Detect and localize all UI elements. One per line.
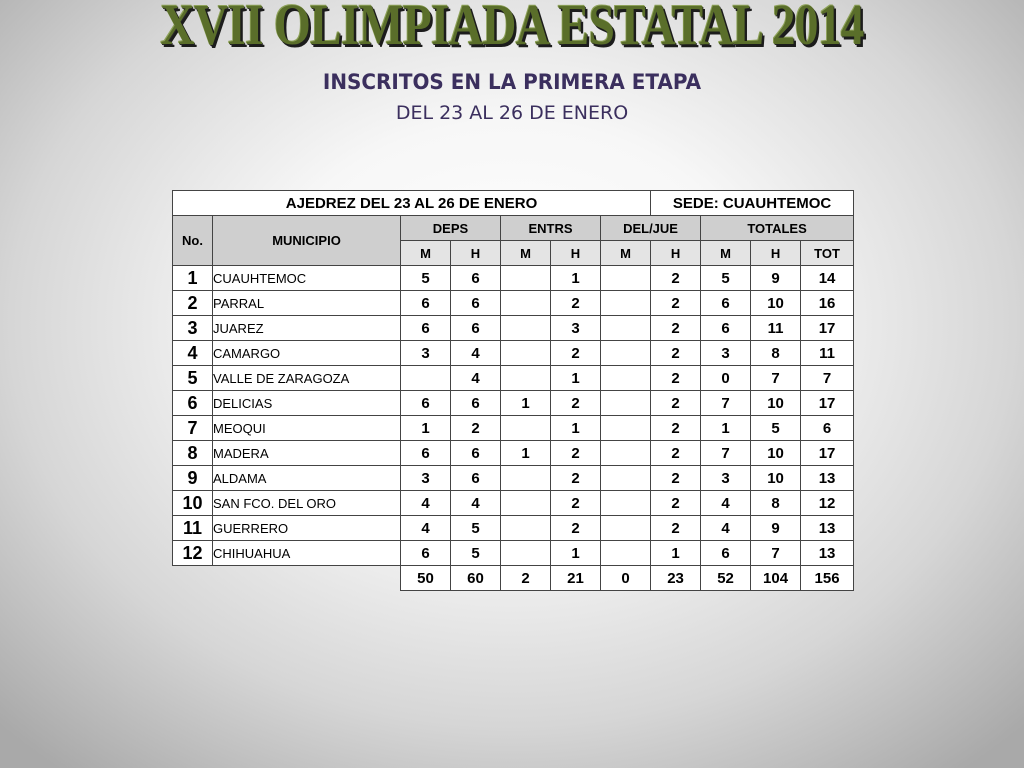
value-cell: 2 (551, 291, 601, 316)
group-entrs-header: ENTRS (501, 216, 601, 241)
value-cell: 9 (751, 516, 801, 541)
municipio-cell: JUAREZ (213, 316, 401, 341)
value-cell: 3 (401, 466, 451, 491)
row-number: 9 (173, 466, 213, 491)
value-cell: 6 (401, 391, 451, 416)
value-cell: 10 (751, 466, 801, 491)
value-cell: 13 (801, 466, 854, 491)
value-cell: 2 (551, 441, 601, 466)
row-number: 7 (173, 416, 213, 441)
subheader-cell: TOT (801, 241, 854, 266)
value-cell: 4 (451, 366, 501, 391)
total-cell: 50 (401, 566, 451, 591)
group-totales-header: TOTALES (701, 216, 854, 241)
row-number: 11 (173, 516, 213, 541)
value-cell: 2 (651, 291, 701, 316)
value-cell: 2 (551, 391, 601, 416)
total-cell: 52 (701, 566, 751, 591)
value-cell: 1 (701, 416, 751, 441)
value-cell: 6 (801, 416, 854, 441)
table-row (173, 366, 854, 391)
value-cell: 1 (651, 541, 701, 566)
value-cell: 17 (801, 316, 854, 341)
total-cell: 0 (601, 566, 651, 591)
subheader-cell: M (601, 241, 651, 266)
subheader-cell: M (401, 241, 451, 266)
value-cell: 2 (451, 416, 501, 441)
municipio-cell: CHIHUAHUA (213, 541, 401, 566)
value-cell: 6 (701, 291, 751, 316)
municipio-cell: GUERRERO (213, 516, 401, 541)
total-cell: 104 (751, 566, 801, 591)
value-cell: 6 (701, 541, 751, 566)
value-cell (601, 316, 651, 341)
value-cell: 4 (451, 341, 501, 366)
value-cell: 1 (551, 416, 601, 441)
value-cell: 16 (801, 291, 854, 316)
total-cell: 21 (551, 566, 601, 591)
table-row (173, 266, 854, 291)
table-row (173, 441, 854, 466)
total-cell: 60 (451, 566, 501, 591)
value-cell: 10 (751, 391, 801, 416)
municipio-cell: MADERA (213, 441, 401, 466)
value-cell (501, 341, 551, 366)
value-cell: 7 (751, 541, 801, 566)
value-cell: 7 (701, 391, 751, 416)
value-cell (601, 466, 651, 491)
value-cell: 6 (401, 441, 451, 466)
value-cell (601, 416, 651, 441)
subheader-cell: H (651, 241, 701, 266)
table-row (173, 541, 854, 566)
value-cell (501, 541, 551, 566)
row-number: 10 (173, 491, 213, 516)
value-cell: 7 (751, 366, 801, 391)
value-cell: 8 (751, 341, 801, 366)
value-cell: 13 (801, 541, 854, 566)
value-cell: 2 (651, 516, 701, 541)
group-deljue-header: DEL/JUE (601, 216, 701, 241)
value-cell (501, 366, 551, 391)
municipio-cell: MEOQUI (213, 416, 401, 441)
value-cell: 2 (651, 441, 701, 466)
value-cell: 2 (651, 466, 701, 491)
group-deps-header: DEPS (401, 216, 501, 241)
date-range: DEL 23 AL 26 DE ENERO (395, 102, 629, 124)
row-number: 4 (173, 341, 213, 366)
row-number: 3 (173, 316, 213, 341)
value-cell: 6 (401, 316, 451, 341)
value-cell: 8 (751, 491, 801, 516)
value-cell: 2 (651, 366, 701, 391)
municipio-cell: ALDAMA (213, 466, 401, 491)
row-number: 2 (173, 291, 213, 316)
value-cell (601, 366, 651, 391)
value-cell: 3 (701, 466, 751, 491)
table-row (173, 391, 854, 416)
col-no-header: No. (173, 216, 213, 266)
value-cell: 10 (751, 291, 801, 316)
value-cell: 6 (401, 291, 451, 316)
table-caption: AJEDREZ DEL 23 AL 26 DE ENERO (173, 191, 651, 216)
value-cell: 13 (801, 516, 854, 541)
value-cell (601, 541, 651, 566)
value-cell (601, 441, 651, 466)
value-cell: 2 (651, 341, 701, 366)
value-cell: 17 (801, 391, 854, 416)
table-row (173, 516, 854, 541)
value-cell: 2 (651, 416, 701, 441)
value-cell: 2 (551, 466, 601, 491)
value-cell: 5 (701, 266, 751, 291)
municipio-cell: PARRAL (213, 291, 401, 316)
value-cell: 4 (451, 491, 501, 516)
municipio-cell: SAN FCO. DEL ORO (213, 491, 401, 516)
value-cell: 1 (551, 366, 601, 391)
value-cell (601, 516, 651, 541)
row-number: 5 (173, 366, 213, 391)
subheader-cell: M (701, 241, 751, 266)
totals-row (173, 566, 854, 591)
value-cell (501, 516, 551, 541)
value-cell: 0 (701, 366, 751, 391)
value-cell: 6 (451, 266, 501, 291)
value-cell (501, 291, 551, 316)
value-cell: 10 (751, 441, 801, 466)
value-cell (401, 366, 451, 391)
value-cell (601, 491, 651, 516)
value-cell: 4 (401, 491, 451, 516)
value-cell: 6 (701, 316, 751, 341)
value-cell: 2 (651, 491, 701, 516)
registration-table (172, 190, 854, 591)
main-title: XVII OLIMPIADA ESTATAL 2014 (160, 0, 864, 57)
value-cell: 12 (801, 491, 854, 516)
value-cell (601, 391, 651, 416)
table-row (173, 416, 854, 441)
value-cell: 2 (651, 266, 701, 291)
value-cell: 5 (751, 416, 801, 441)
venue-caption: SEDE: CUAUHTEMOC (651, 191, 854, 216)
value-cell: 2 (551, 491, 601, 516)
municipio-cell: CUAUHTEMOC (213, 266, 401, 291)
value-cell: 4 (701, 491, 751, 516)
subheader-cell: H (751, 241, 801, 266)
value-cell: 2 (651, 316, 701, 341)
value-cell: 4 (401, 516, 451, 541)
subheader-cell: M (501, 241, 551, 266)
value-cell: 11 (801, 341, 854, 366)
value-cell: 6 (451, 316, 501, 341)
totals-spacer (173, 566, 401, 591)
value-cell: 6 (451, 466, 501, 491)
row-number: 1 (173, 266, 213, 291)
row-number: 12 (173, 541, 213, 566)
value-cell: 5 (401, 266, 451, 291)
table-row (173, 341, 854, 366)
value-cell: 11 (751, 316, 801, 341)
value-cell: 1 (501, 441, 551, 466)
row-number: 6 (173, 391, 213, 416)
value-cell (501, 266, 551, 291)
subheader-cell: H (451, 241, 501, 266)
table-row (173, 466, 854, 491)
value-cell: 1 (551, 541, 601, 566)
municipio-cell: VALLE DE ZARAGOZA (213, 366, 401, 391)
value-cell (601, 266, 651, 291)
table-row (173, 491, 854, 516)
value-cell: 4 (701, 516, 751, 541)
value-cell: 1 (551, 266, 601, 291)
municipio-cell: CAMARGO (213, 341, 401, 366)
value-cell: 7 (701, 441, 751, 466)
value-cell: 2 (551, 341, 601, 366)
total-cell: 156 (801, 566, 854, 591)
table-row (173, 291, 854, 316)
value-cell: 6 (451, 441, 501, 466)
value-cell (601, 291, 651, 316)
value-cell (501, 491, 551, 516)
table-row (173, 316, 854, 341)
value-cell: 5 (451, 516, 501, 541)
municipio-cell: DELICIAS (213, 391, 401, 416)
value-cell: 5 (451, 541, 501, 566)
value-cell: 2 (651, 391, 701, 416)
value-cell (601, 341, 651, 366)
col-municipio-header: MUNICIPIO (213, 216, 401, 266)
value-cell: 17 (801, 441, 854, 466)
value-cell: 3 (701, 341, 751, 366)
value-cell: 7 (801, 366, 854, 391)
total-cell: 2 (501, 566, 551, 591)
value-cell: 6 (401, 541, 451, 566)
value-cell (501, 416, 551, 441)
value-cell: 2 (551, 516, 601, 541)
value-cell: 1 (501, 391, 551, 416)
value-cell (501, 316, 551, 341)
value-cell: 14 (801, 266, 854, 291)
value-cell (501, 466, 551, 491)
value-cell: 6 (451, 391, 501, 416)
subheader-cell: H (551, 241, 601, 266)
value-cell: 3 (551, 316, 601, 341)
value-cell: 1 (401, 416, 451, 441)
subtitle: INSCRITOS EN LA PRIMERA ETAPA (322, 70, 702, 94)
value-cell: 9 (751, 266, 801, 291)
row-number: 8 (173, 441, 213, 466)
value-cell: 6 (451, 291, 501, 316)
total-cell: 23 (651, 566, 701, 591)
value-cell: 3 (401, 341, 451, 366)
